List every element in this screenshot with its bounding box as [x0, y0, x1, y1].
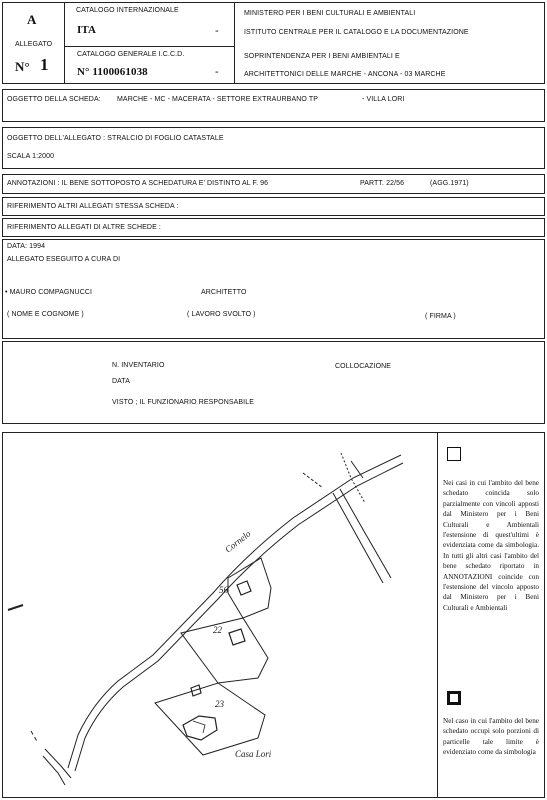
road-inner-edge: [75, 463, 403, 771]
riferimento-stessa-label: RIFERIMENTO ALTRI ALLEGATI STESSA SCHEDA :: [7, 203, 179, 210]
catalogo-internazionale-label: CATALOGO INTERNAZIONALE: [76, 7, 179, 14]
catalogo-internazionale-dash: -: [215, 25, 219, 37]
oggetto-scheda-value: MARCHE - MC - MACERATA - SETTORE EXTRAURBANO TP: [117, 96, 318, 103]
road-top-stub: [303, 473, 323, 488]
oggetto-scheda-label: OGGETTO DELLA SCHEDA:: [7, 96, 101, 103]
parcel-23-boundary: [155, 683, 265, 755]
allegato-letter: A: [27, 12, 37, 27]
annotazioni-aggiornamento: (AGG.1971): [430, 180, 469, 187]
oggetto-scheda-name: - VILLA LORI: [362, 96, 405, 103]
divider: [234, 2, 235, 84]
allegato-number-prefix: N°: [15, 59, 30, 74]
inventario-section: [2, 341, 545, 424]
catalogo-generale-value: N° 1100061038: [77, 66, 148, 78]
legend-note-1: Nei casi in cui l'ambito del bene schedato coincida solo parzialmente con vincoli apposti dal Ministero per i Beni Culturali e Ambientali l'estensione di quest'ultimi è evidenziata come da simbologia. In tutti gli altri casi l'ambito del bene schedato riportato in ANNOTAZIONI coincide con l'estensione del vincolo apposto dal Ministero per i Beni Culturali e Ambientali: [443, 479, 539, 612]
soprintendenza-line-2: ARCHITETTONICI DELLE MARCHE - ANCONA - 03 MARCHE: [244, 71, 446, 78]
parcel-22-boundary: [181, 618, 268, 683]
road-lower-left: [43, 756, 65, 785]
esecuzione-eseguito: ALLEGATO ESEGUITO A CURA DI: [7, 256, 121, 263]
parcel-label-22: 22: [213, 625, 222, 635]
n-inventario-label: N. INVENTARIO: [112, 362, 165, 369]
catalogo-generale-dash: -: [215, 66, 219, 78]
parcel-label-56: 56: [219, 585, 228, 595]
casa-lori-label: Casa Lori: [235, 749, 272, 759]
legend-symbol-thick: [447, 691, 461, 705]
visto-label: VISTO ; IL FUNZIONARIO RESPONSABILE: [112, 399, 254, 406]
road-label: Cornelo: [223, 528, 253, 555]
oggetto-allegato-label: OGGETTO DELL'ALLEGATO : STRALCIO DI FOGLIO CATASTALE: [7, 135, 224, 142]
road-right-branch: [333, 493, 383, 583]
legend-symbol-thin: [447, 447, 461, 461]
scale-label: SCALA 1:2000: [7, 153, 55, 160]
divider: [64, 46, 234, 47]
annotazioni-text: ANNOTAZIONI : IL BENE SOTTOPOSTO A SCHEDATURA E' DISTINTO AL F. 96: [7, 180, 269, 187]
cadastral-map: [3, 433, 438, 797]
building-casa-lori: [183, 716, 217, 740]
road-outer-edge: [68, 455, 401, 768]
collocazione-label: COLLOCAZIONE: [335, 363, 392, 370]
building-22: [229, 629, 245, 645]
annotazioni-particelle: PARTT. 22/56: [360, 180, 405, 187]
firma-label: ( FIRMA ): [425, 313, 456, 320]
legend-note-2: Nel caso in cui l'ambito del bene schedato occupi solo porzioni di particelle tale limite è evidenziato come da simbologia: [443, 717, 539, 757]
building-56: [237, 581, 251, 595]
boundary-top-right: [351, 461, 363, 478]
catalogo-generale-label: CATALOGO GENERALE I.C.C.D.: [77, 51, 185, 58]
divider: [64, 2, 65, 84]
road-left-dash: [31, 731, 38, 743]
oggetto-allegato-row: [2, 127, 545, 169]
institute-name: ISTITUTO CENTRALE PER IL CATALOGO E LA DOCUMENTAZIONE: [244, 29, 469, 36]
building-casa-lori-detail: [193, 721, 205, 733]
esecuzione-nome: • MAURO COMPAGNUCCI: [5, 289, 93, 296]
nome-cognome-label: ( NOME E COGNOME ): [7, 311, 84, 318]
lavoro-svolto-label: ( LAVORO SVOLTO ): [187, 311, 256, 318]
inventario-data-label: DATA: [112, 378, 131, 385]
ministry-name: MINISTERO PER I BENI CULTURALI E AMBIENTALI: [244, 10, 416, 17]
allegato-number: 1: [40, 55, 49, 74]
road-left-dash: [8, 605, 23, 610]
riferimento-altre-label: RIFERIMENTO ALLEGATI DI ALTRE SCHEDE :: [7, 224, 161, 231]
road-right-branch: [340, 489, 391, 578]
catalogo-internazionale-value: ITA: [77, 24, 97, 36]
esecuzione-lavoro: ARCHITETTO: [201, 289, 247, 296]
oggetto-scheda-row: [2, 89, 545, 122]
soprintendenza-line-1: SOPRINTENDENZA PER I BENI AMBIENTALI E: [244, 53, 400, 60]
esecuzione-data: DATA: 1994: [7, 243, 46, 250]
allegato-label: ALLEGATO: [15, 41, 53, 48]
parcel-label-23: 23: [215, 699, 224, 709]
